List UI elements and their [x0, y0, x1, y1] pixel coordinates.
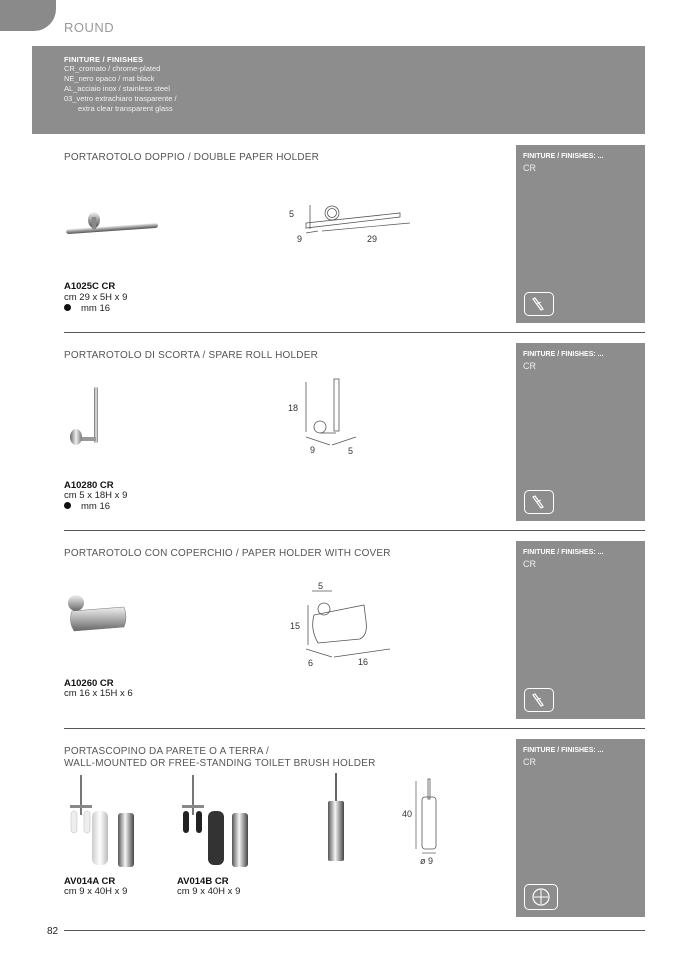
- product-toilet-brush-holder: [32, 739, 645, 919]
- finishes-panel-title: FINITURE / FINISHES: ...: [523, 153, 604, 160]
- finishes-panel-title: FINITURE / FINISHES: ...: [523, 549, 604, 556]
- wipe-clean-icon: [524, 490, 554, 514]
- product-photo-holder-cover: [64, 593, 128, 641]
- product-title: PORTAROTOLO DOPPIO / DOUBLE PAPER HOLDER: [64, 152, 320, 163]
- product-code: A10280 CR: [64, 480, 114, 491]
- product-dimensions: cm 16 x 15H x 6: [64, 688, 133, 699]
- product-title: PORTAROTOLO CON COPERCHIO / PAPER HOLDER WITH COVER: [64, 548, 391, 559]
- wipe-clean-icon: [524, 688, 554, 712]
- product-photo-double-holder: [64, 205, 164, 245]
- dim-a: 5: [289, 209, 295, 219]
- product-code: AV014A CR: [64, 876, 116, 887]
- finishes-panel-value: CR: [523, 559, 536, 569]
- finish-item: NE_nero opaco / mat black: [64, 74, 155, 83]
- page-number: 82: [47, 926, 59, 937]
- finishes-panel-value: CR: [523, 163, 536, 173]
- finish-item: extra clear transparent glass: [78, 104, 173, 113]
- dimension-drawing: [292, 581, 402, 669]
- product-dimensions: cm 9 x 40H x 9: [177, 886, 241, 897]
- product-paper-holder-cover: [32, 541, 645, 729]
- dim-a: 5: [318, 581, 324, 591]
- product-title: PORTAROTOLO DI SCORTA / SPARE ROLL HOLDER: [64, 350, 319, 361]
- tube-diameter: mm 16: [64, 501, 110, 512]
- finishes-panel: [516, 343, 645, 521]
- product-double-paper-holder: [32, 145, 645, 333]
- finish-item: 03_vetro extrachiaro trasparente /: [64, 94, 177, 103]
- dim-b: 9: [310, 445, 316, 455]
- product-dimensions: cm 5 x 18H x 9: [64, 490, 128, 501]
- wall-or-floor-icon: [524, 884, 558, 910]
- product-photo-brush-black: [180, 775, 270, 871]
- wipe-clean-icon: [524, 292, 554, 316]
- bullet-dot-icon: [64, 304, 71, 311]
- footer-divider: [64, 930, 645, 931]
- finishes-panel-title: FINITURE / FINISHES: ...: [523, 351, 604, 358]
- section-title: ROUND: [64, 20, 115, 35]
- dim-c: 6: [308, 658, 314, 668]
- product-dimensions: cm 9 x 40H x 9: [64, 886, 128, 897]
- finishes-panel-title: FINITURE / FINISHES: ...: [523, 747, 604, 754]
- product-photo-brush-white: [68, 775, 158, 871]
- finishes-panel-value: CR: [523, 361, 536, 371]
- finish-item: AL_acciaio inox / stainless steel: [64, 84, 170, 93]
- dim-b: 15: [290, 621, 301, 631]
- product-title: [64, 746, 376, 770]
- dim-a: 40: [402, 809, 413, 819]
- finishes-title: FINITURE / FINISHES: [64, 55, 144, 64]
- product-dimensions: cm 29 x 5H x 9: [64, 292, 128, 303]
- finishes-panel: [516, 541, 645, 719]
- product-code: A1025C CR: [64, 281, 116, 292]
- dim-b: 9: [297, 234, 303, 244]
- finishes-panel: [516, 739, 645, 917]
- section-tab: [0, 0, 56, 31]
- finishes-panel-value: CR: [523, 757, 536, 767]
- section-divider: [64, 530, 645, 531]
- product-photo-spare-roll: [68, 385, 108, 451]
- bullet-dot-icon: [64, 502, 71, 509]
- product-photo-brush-chrome: [322, 773, 352, 865]
- dimension-drawing: [402, 779, 462, 869]
- product-title-line: PORTASCOPINO DA PARETE O A TERRA /: [64, 746, 270, 757]
- tube-diameter: mm 16: [64, 303, 110, 314]
- dim-c: 29: [367, 234, 378, 244]
- dim-a: 18: [288, 403, 299, 413]
- product-title-line: WALL-MOUNTED OR FREE-STANDING TOILET BRUSH HOLDER: [64, 758, 376, 769]
- product-spare-roll-holder: [32, 343, 645, 531]
- dim-d: 16: [358, 657, 369, 667]
- product-code: A10260 CR: [64, 678, 114, 689]
- finishes-banner: [32, 46, 645, 134]
- dimension-drawing: [289, 195, 422, 245]
- finish-item: CR_cromato / chrome-plated: [64, 64, 161, 73]
- section-divider: [64, 728, 645, 729]
- dim-b: ø 9: [420, 856, 434, 866]
- section-divider: [64, 332, 645, 333]
- finishes-panel: [516, 145, 645, 323]
- product-code: AV014B CR: [177, 876, 229, 887]
- dimension-drawing: [288, 377, 384, 457]
- dim-c: 5: [348, 446, 354, 456]
